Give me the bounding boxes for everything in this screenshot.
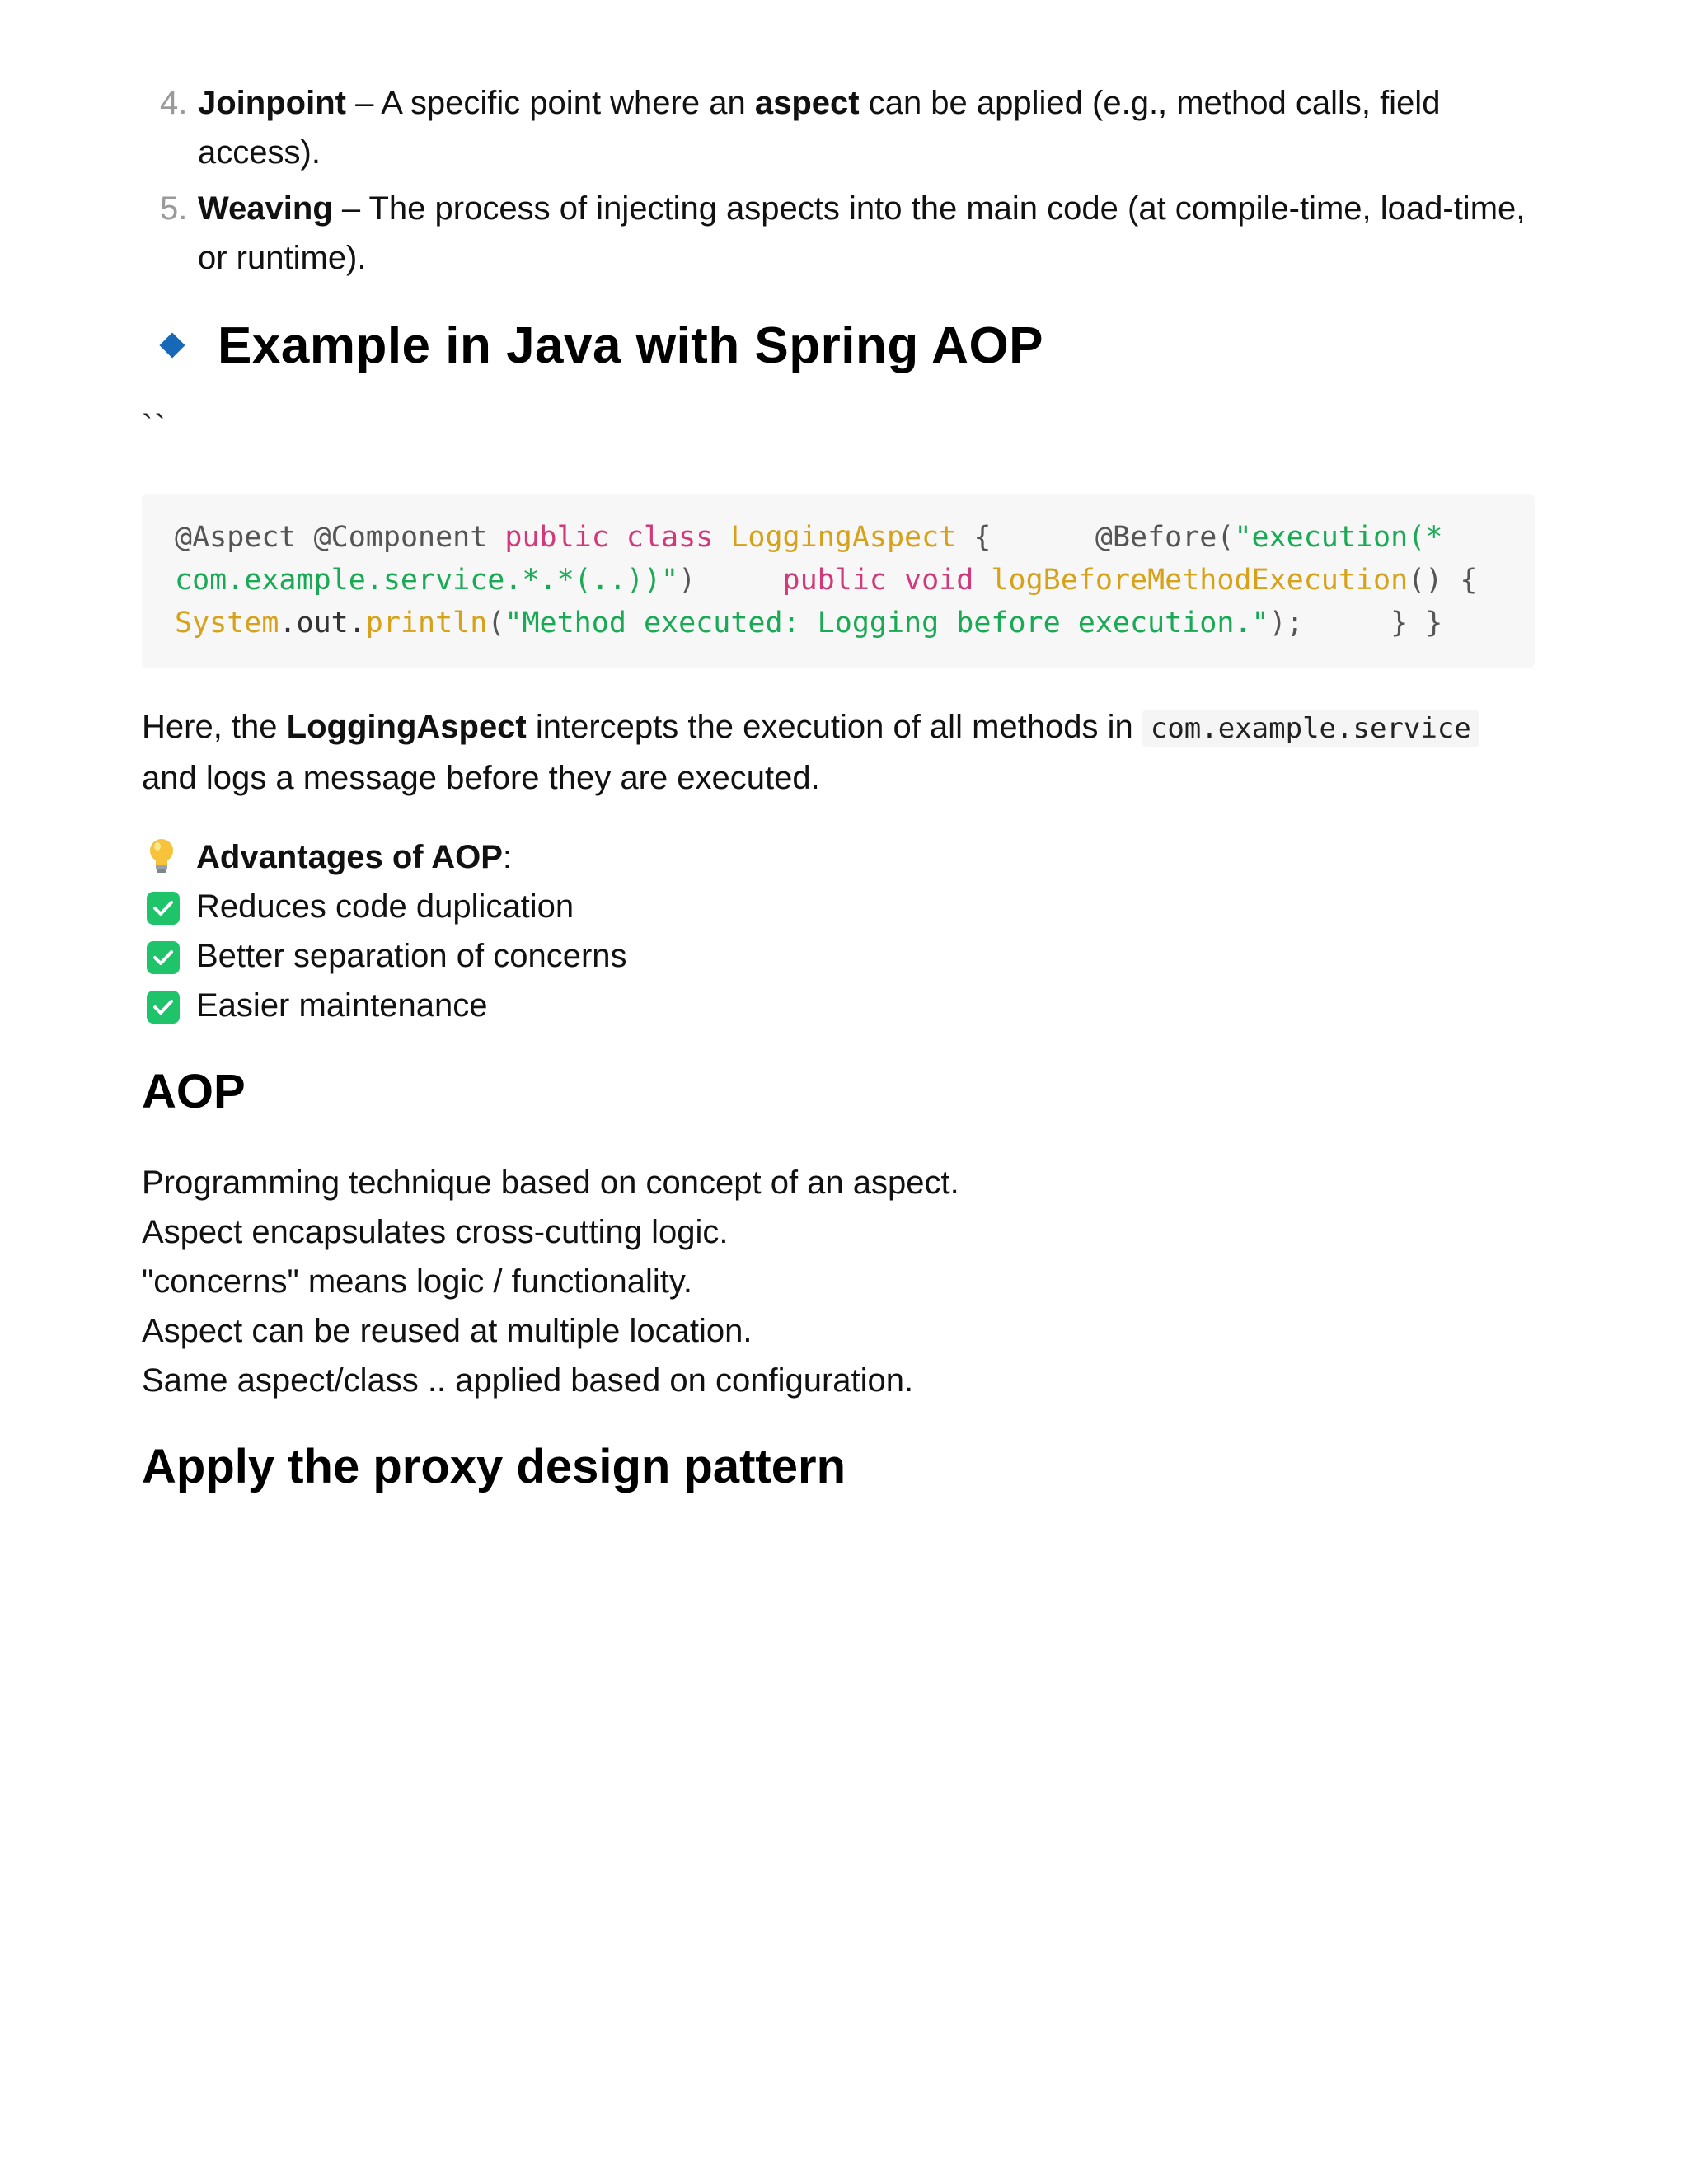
checkmark-icon bbox=[147, 941, 180, 974]
list-number: 5. bbox=[160, 190, 188, 227]
inline-code: com.example.service bbox=[1142, 710, 1479, 747]
text-line: "concerns" means logic / functionality. bbox=[142, 1263, 692, 1300]
stray-backticks: `` bbox=[142, 409, 167, 445]
paragraph-text: intercepts the execution of all methods in bbox=[526, 709, 1142, 745]
code-block bbox=[142, 494, 1535, 668]
code-token: LoggingAspect bbox=[730, 521, 957, 554]
code-token: void bbox=[904, 564, 974, 597]
code-token: } } bbox=[1390, 607, 1443, 640]
advantages-colon: : bbox=[502, 839, 513, 875]
aop-description bbox=[142, 1158, 1543, 1405]
code-token: () { bbox=[1408, 564, 1478, 597]
paragraph-text: Here, the bbox=[142, 709, 287, 745]
advantages-section bbox=[142, 832, 1543, 1030]
proxy-heading: Apply the proxy design pattern bbox=[142, 1440, 846, 1493]
code-token: { bbox=[973, 521, 992, 554]
text-line: Same aspect/class .. applied based on configuration. bbox=[142, 1362, 914, 1399]
list-number: 4. bbox=[160, 85, 188, 121]
explanation-paragraph bbox=[142, 702, 1543, 803]
concept-list bbox=[142, 78, 1543, 289]
code-token: public bbox=[504, 521, 609, 554]
code-token: class bbox=[626, 521, 714, 554]
text-line: Aspect can be reused at multiple location. bbox=[142, 1313, 753, 1349]
paragraph-bold: LoggingAspect bbox=[286, 709, 527, 745]
list-item bbox=[142, 184, 1543, 283]
term: Joinpoint bbox=[198, 85, 346, 121]
code-token: "Method executed: Logging before execution." bbox=[504, 607, 1269, 640]
code-token: @Aspect bbox=[175, 521, 297, 554]
list-item bbox=[142, 78, 1543, 177]
example-heading-text: Example in Java with Spring AOP bbox=[218, 317, 1044, 374]
list-item bbox=[142, 981, 1543, 1030]
code-token: ) bbox=[678, 564, 696, 597]
code-token: com.example.service.*.*(..))" bbox=[175, 564, 679, 597]
aop-heading: AOP bbox=[142, 1065, 246, 1118]
code-token: System bbox=[175, 607, 279, 640]
code-token: logBeforeMethodExecution bbox=[991, 564, 1409, 597]
text-line: Aspect encapsulates cross-cutting logic. bbox=[142, 1214, 729, 1250]
text-line: Programming technique based on concept of an aspect. bbox=[142, 1165, 959, 1201]
list-text: can be applied (e.g., method calls, field access). bbox=[198, 85, 1441, 171]
diamond-bullet-icon bbox=[159, 332, 185, 358]
list-item bbox=[142, 931, 1543, 981]
advantage-text: Easier maintenance bbox=[196, 987, 488, 1024]
bold-word: aspect bbox=[754, 85, 860, 121]
code-token: @Component bbox=[313, 521, 488, 554]
code-token: @Before( bbox=[1095, 521, 1235, 554]
code-token: .out. bbox=[279, 607, 366, 640]
code-token: ); bbox=[1268, 607, 1304, 640]
list-text: – A specific point where an bbox=[345, 85, 755, 121]
list-item bbox=[142, 882, 1543, 931]
code-token: println bbox=[365, 607, 488, 640]
paragraph-text: and logs a message before they are executed. bbox=[142, 760, 820, 796]
lightbulb-icon bbox=[147, 837, 176, 875]
list-text: – The process of injecting aspects into the main code (at compile-time, load-time, or runtime). bbox=[198, 190, 1526, 276]
advantages-title-row bbox=[142, 832, 1543, 882]
term: Weaving bbox=[198, 190, 333, 227]
code-token: ( bbox=[487, 607, 505, 640]
code-token: public bbox=[782, 564, 887, 597]
code-token: "execution(* bbox=[1234, 521, 1443, 554]
advantages-title: Advantages of AOP bbox=[196, 839, 503, 875]
advantage-text: Reduces code duplication bbox=[196, 888, 574, 925]
advantage-text: Better separation of concerns bbox=[196, 938, 627, 974]
checkmark-icon bbox=[147, 892, 180, 925]
checkmark-icon bbox=[147, 991, 180, 1024]
